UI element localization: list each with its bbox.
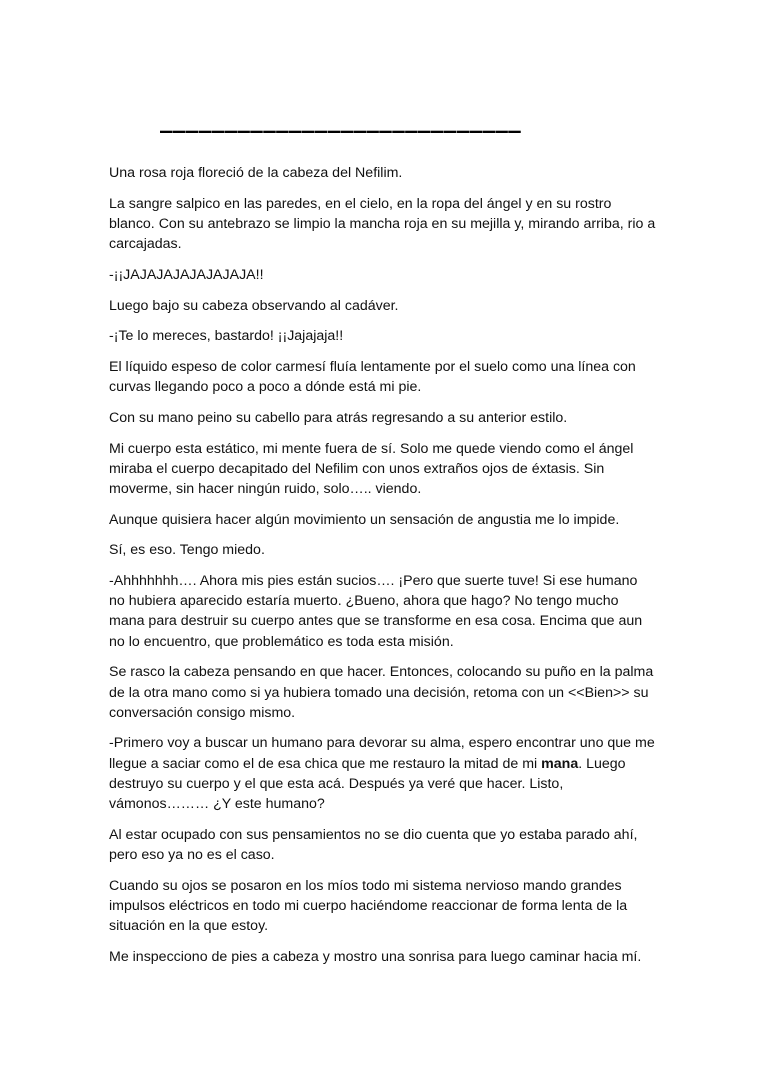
story-text — [109, 163, 657, 978]
paragraph: Aunque quisiera hacer algún movimiento un sensación de angustia me lo impide. — [109, 511, 620, 528]
paragraph: Me inspecciono de pies a cabeza y mostro una sonrisa para luego caminar hacia mí. — [109, 948, 642, 965]
paragraph: -¡¡JAJAJAJAJAJAJAJA!! — [109, 266, 264, 283]
paragraph-text: -Primero voy a buscar un humano para devorar su alma, espero encontrar uno que me llegue a saciar como el de esa chica que me restauro la mitad de mi — [109, 735, 655, 772]
paragraph: Se rasco la cabeza pensando en que hacer. Entonces, colocando su puño en la palma de la otra mano como si ya hubiera tomado una decisión, retoma con un <<Bien>> su conversación consigo mismo. — [109, 664, 654, 721]
paragraph: Luego bajo su cabeza observando al cadáver. — [109, 297, 399, 314]
paragraph: Mi cuerpo esta estático, mi mente fuera de sí. Solo me quede viendo como el ángel miraba el cuerpo decapitado del Nefilim con unos extraños ojos de éxtasis. Sin moverme, sin hacer ningún ruido, solo….. viendo. — [109, 440, 634, 497]
paragraph: Sí, es eso. Tengo miedo. — [109, 542, 265, 559]
paragraph: Una rosa roja floreció de la cabeza del Nefilim. — [109, 165, 403, 181]
paragraph: -Ahhhhhhh…. Ahora mis pies están sucios…. ¡Pero que suerte tuve! Si ese humano no hubiera aparecido estaría muerto. ¿Bueno, ahora que hago? No tengo mucho mana para destruir su cuerpo antes que se transforme en esa cosa. Encima que aun no lo encuentro, que problemático es toda esta misión. — [109, 573, 643, 650]
paragraph-text: . Luego destruyo su cuerpo y el que esta acá. Después ya veré que hacer. Listo, vámonos……… ¿Y este humano? — [109, 755, 626, 813]
paragraph: El líquido espeso de color carmesí fluía lentamente por el suelo como una línea con curvas llegando poco a poco a dónde está mi pie. — [109, 358, 636, 396]
paragraph: Con su mano peino su cabello para atrás regresando a su anterior estilo. — [109, 409, 568, 426]
section-separator: ____________________________ — [160, 104, 522, 133]
paragraph — [109, 733, 657, 814]
bold-term: mana — [541, 755, 579, 772]
paragraph: Al estar ocupado con sus pensamientos no se dio cuenta que yo estaba parado ahí, pero eso ya no es el caso. — [109, 826, 638, 863]
paragraph: La sangre salpico en las paredes, en el cielo, en la ropa del ángel y en su rostro blanco. Con su antebrazo se limpio la mancha roja en su mejilla y, mirando arriba, rio a carcajadas. — [109, 195, 656, 253]
paragraph: -¡Te lo mereces, bastardo! ¡¡Jajajaja!! — [109, 328, 344, 345]
paragraph: Cuando su ojos se posaron en los míos todo mi sistema nervioso mando grandes impulsos eléctricos en todo mi cuerpo haciéndome reaccionar de forma lenta de la situación en la que estoy. — [109, 877, 628, 935]
